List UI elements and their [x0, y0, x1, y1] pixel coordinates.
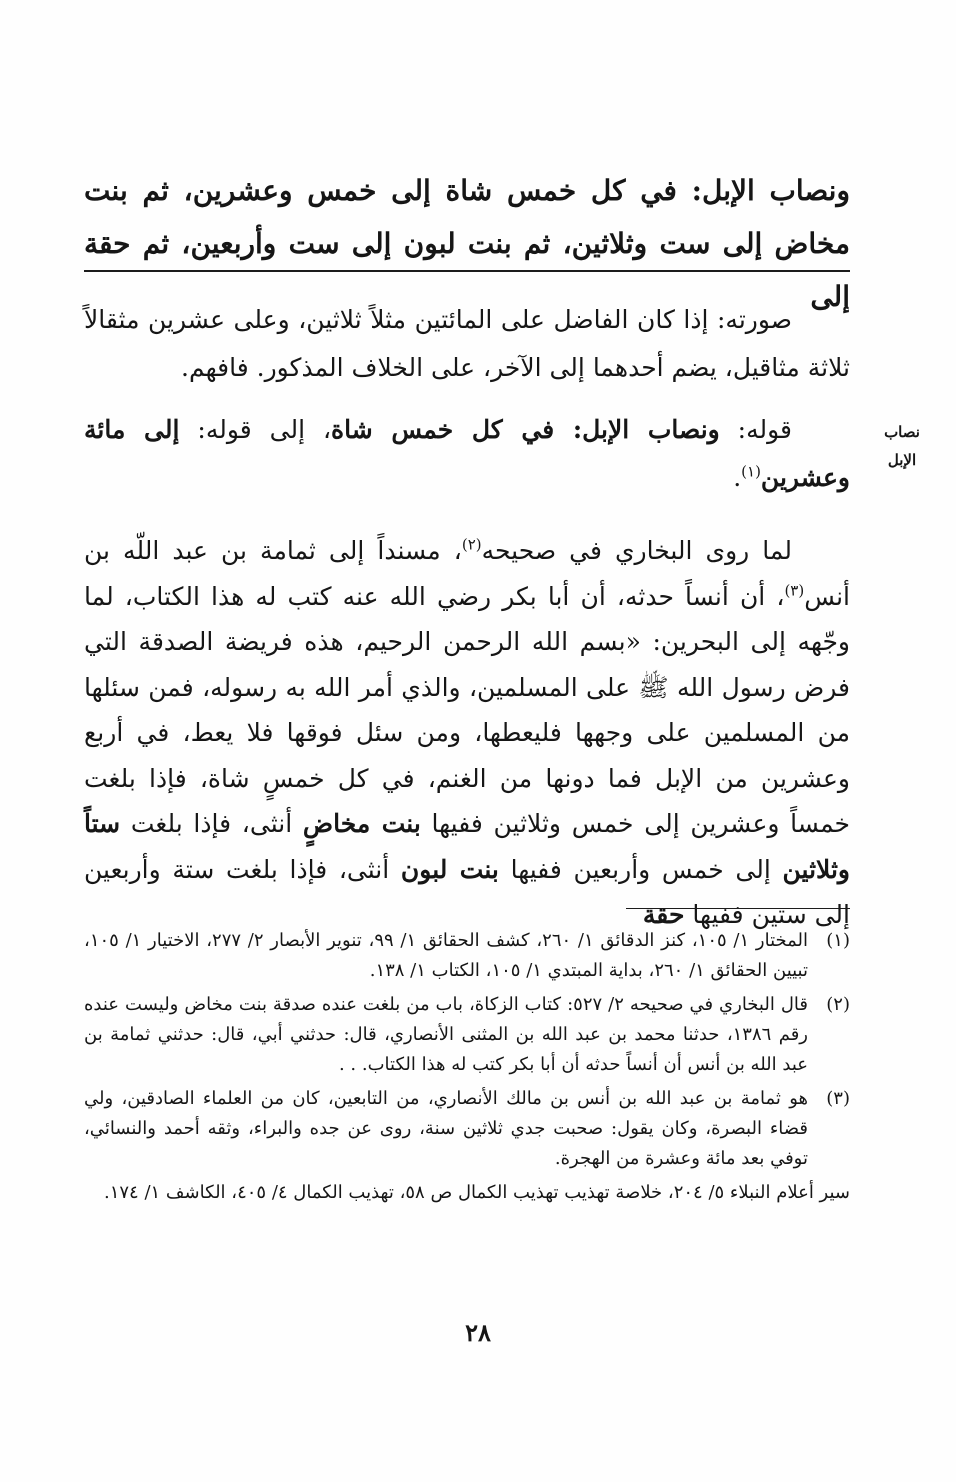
footnote-number: (١): [826, 930, 850, 951]
footnote-text: هو ثمامة بن عبد الله بن أنس بن مالك الأنصاري، من التابعين، كان من العلماء الصادقين، ولي قضاء البصرة، وكان يقول: صحبت جدي ثلاثين سنة، روى عن جده والبراء، وثقه أحمد والنسائي، توفي بعد مائة وعشرة من الهجرة.: [84, 1088, 808, 1169]
margin-heading-line-1: نصاب: [884, 423, 920, 441]
footnote-divider: [626, 908, 850, 909]
commentary-paragraph-3: [84, 528, 850, 938]
ila-qawlihi-text: ، إلى قوله:: [179, 415, 332, 444]
footnote-ref-3[interactable]: (٣): [784, 581, 805, 600]
footnote-2: [84, 990, 850, 1080]
commentary-paragraph-1: صورته: إذا كان الفاضل على المائتين مثلاً ثلاثين، وعلى عشرين مثقالاً ثلاثة مثاقيل، يضم أحدهما إلى الآخر، على الخلاف المذكور. فافهم.: [84, 305, 850, 382]
footnote-text: المختار ١/ ١٠٥، كنز الدقائق ١/ ٢٦٠، كشف الحقائق ١/ ٩٩، تنوير الأبصار ٢/ ٢٧٧، الاختيار ١/ ١٠٥، تبيين الحقائق ١/ ٢٦٠، بداية المبتدي ١/ ١٠٥، الكتاب ١/ ١٣٨.: [84, 930, 809, 981]
bold-term: ستاً وثلاثين: [84, 809, 850, 884]
text-segment: لما روى البخاري في صحيحه: [481, 536, 792, 565]
text-segment: أنثى، فإذا بلغت: [120, 809, 303, 838]
margin-heading-line-2: الإبل: [887, 451, 917, 469]
matn-text: ونصاب الإبل: في كل خمس شاة إلى خمس وعشرين، ثم بنت مخاض إلى ست وثلاثين، ثم بنت لبون إلى ست وأربعين، ثم حقة إلى: [84, 174, 850, 313]
footnote-ref-1[interactable]: (١): [741, 462, 761, 481]
text-segment: إلى خمس وأربعين ففيها: [498, 854, 783, 884]
footnote-text: قال البخاري في صحيحه ٢/ ٥٢٧: كتاب الزكاة، باب من بلغت عنده صدقة بنت مخاض وليست عنده رقم ١٣٨٦، حدثنا محمد بن عبد الله بن المثنى الأنصاري، قال: حدثني أبي، قال: حدثني ثمامة بن عبد الله بن أنس أن أنساً حدثه أن أبا بكر كتب له هذا الكتاب. . .: [84, 994, 808, 1075]
footnotes: [84, 926, 850, 1208]
margin-heading: [872, 418, 932, 474]
matn-divider: [84, 270, 850, 272]
footnote-number: (٣): [826, 1088, 850, 1109]
bold-term: بنت مخاضٍ: [302, 809, 421, 838]
footnote-1: [84, 926, 850, 986]
bold-term: حقة: [642, 900, 685, 929]
bold-term: بنت لبون: [400, 854, 499, 884]
footnote-3-sources: سير أعلام النبلاء ٥/ ٢٠٤، خلاصة تهذيب تهذيب الكمال ص ٥٨، تهذيب الكمال ٤/ ٤٠٥، الكاشف ١/ ١٧٤.: [103, 1182, 850, 1203]
quoted-matn-start: ونصاب الإبل: في كل خمس شاة: [331, 415, 720, 444]
footnote-ref-2[interactable]: (٢): [461, 535, 482, 554]
text-segment: ، أن أنساً حدثه، أن أبا بكر رضي الله عنه كتب له هذا الكتاب، لما وجّهه إلى البحرين: «بسم الله الرحمن الرحيم، هذه فريضة الصدقة التي فرض رسول الله ﷺ على المسلمين، والذي أمر الله به رسوله، فمن سئلها من المسلمين على وجهها فليعطها، ومن سئل فوقها فلا يعط، في أربع وعشرين من الإبل فما دونها من الغنم، في كل خمسٍ شاة، فإذا بلغت خمساً وعشرين إلى خمس وثلاثين ففيها: [84, 581, 850, 838]
footnote-number: (٢): [826, 994, 850, 1015]
paragraph-end-dot: .: [733, 463, 742, 492]
text-segment: أنثى، فإذا بلغت ستة وأربعين إلى ستين ففيها: [84, 854, 850, 929]
page-number: ٢٨: [465, 1318, 491, 1347]
commentary-paragraph-2: [84, 406, 850, 502]
qawluhu-text: قوله:: [719, 415, 792, 444]
footnote-3: [84, 1084, 850, 1174]
quoted-matn-end: إلى مائة وعشرين: [84, 415, 850, 492]
text-segment: ، مسنداً إلى ثمامة بن عبد اللّه بن أنس: [84, 536, 850, 611]
